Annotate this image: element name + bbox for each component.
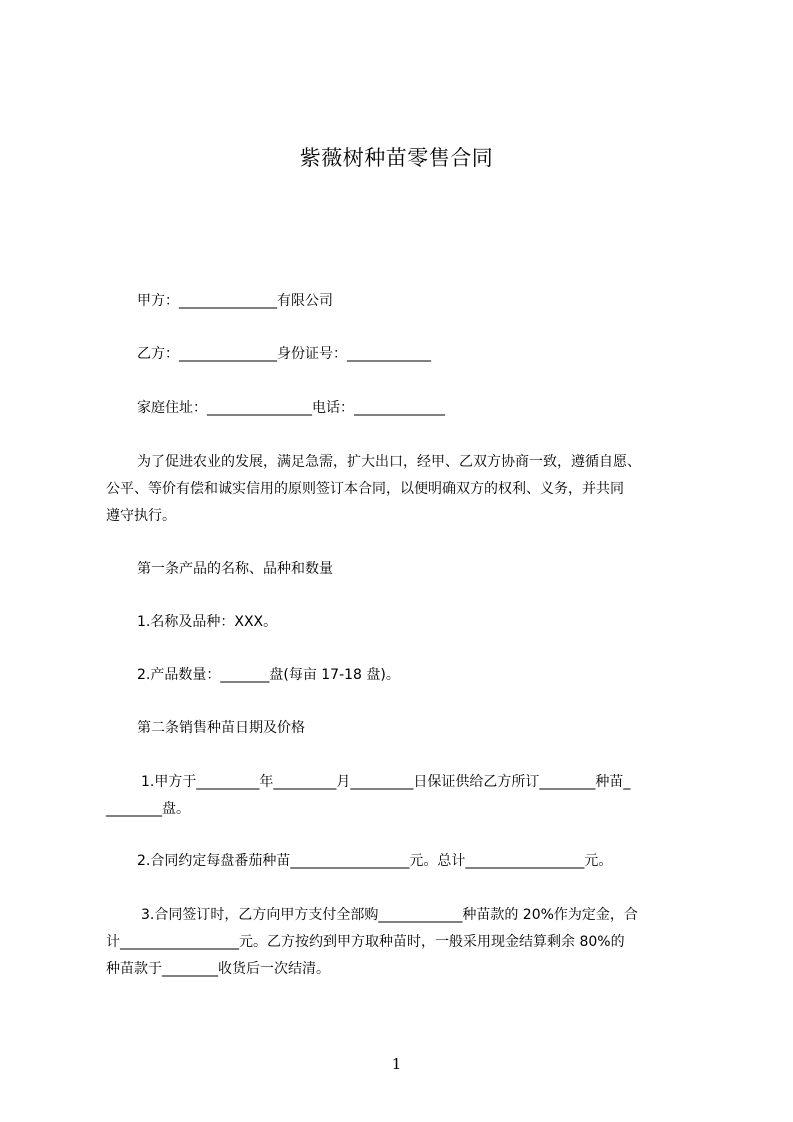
article2-item-line: 种苗款于________收货后一次结清。 [106, 961, 330, 977]
article2-item-line: ________盘。 [106, 801, 190, 817]
article2-item-line: 计_________________元。乙方按约到甲方取种苗时，一般采用现金结算剩余 80%的 [106, 934, 625, 950]
intro-line: 为了促进农业的发展，满足急需，扩大出口，经甲、乙双方协商一致，遵循自愿、 [137, 454, 641, 470]
address-line: 家庭住址：_______________电话：_____________ [137, 400, 445, 416]
intro-line: 遵守执行。 [106, 508, 176, 524]
page-number: 1 [391, 1055, 402, 1073]
article1-heading: 第一条产品的名称、品种和数量 [137, 561, 333, 577]
party-a-line: 甲方：______________有限公司 [137, 293, 333, 309]
article2-item-line: 3.合同签订时，乙方向甲方支付全部购____________种苗款的 20%作为定金，合 [141, 907, 638, 923]
party-b-line: 乙方：______________身份证号：____________ [137, 346, 431, 362]
article1-item: 1.名称及品种：XXX。 [137, 614, 278, 630]
article1-item: 2.产品数量：_______盘(每亩 17-18 盘)。 [137, 667, 400, 683]
article2-item: 2.合同约定每盘番茄种苗_________________元。总计_________________元。 [137, 853, 613, 869]
intro-line: 公平、等价有偿和诚实信用的原则签订本合同，以便明确双方的权利、义务，并共同 [106, 481, 624, 497]
article2-heading: 第二条销售种苗日期及价格 [137, 720, 305, 736]
article2-item-line: 1.甲方于_________年_________月_________日保证供给乙方所订________种苗_ [141, 774, 631, 790]
document-title: 紫薇树种苗零售合同 [299, 146, 494, 170]
